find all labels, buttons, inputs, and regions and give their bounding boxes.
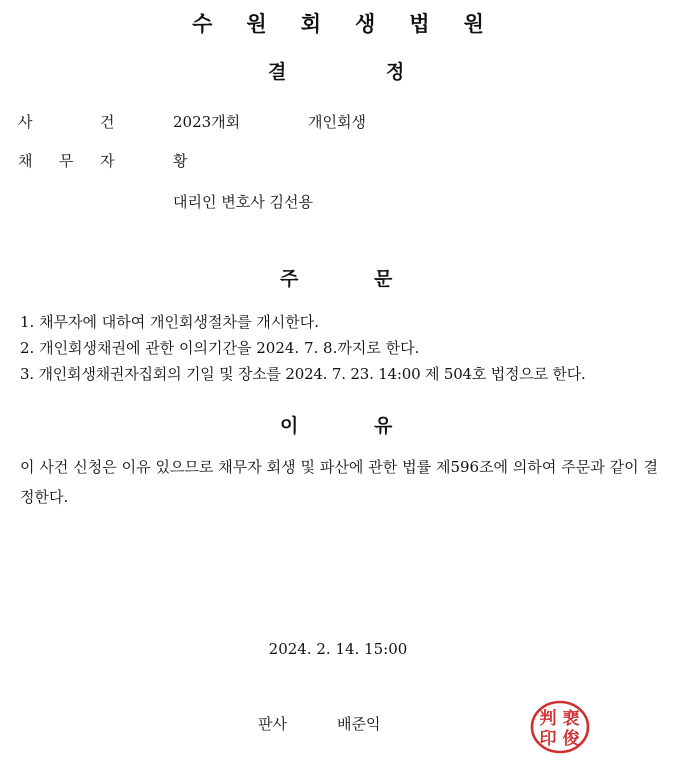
court-name-char: 회 xyxy=(300,12,321,36)
court-name-char: 원 xyxy=(463,12,484,36)
case-label-char: 사 xyxy=(18,113,33,131)
judge-name: 배준익 xyxy=(337,715,381,733)
reason-text: 이 사건 신청은 이유 있으므로 채무자 회생 및 파산에 관한 법률 제596조에 의하여 주문과 같이 결정한다. xyxy=(20,458,658,506)
court-name-char: 생 xyxy=(355,12,376,36)
seal-char: 俊 xyxy=(562,729,580,749)
seal-char: 裵 xyxy=(562,709,580,729)
court-name-char: 법 xyxy=(409,12,430,36)
seal-char: 印 xyxy=(539,729,557,749)
case-type: 개인회생 xyxy=(308,113,366,131)
court-name xyxy=(0,8,676,38)
judge-seal xyxy=(530,700,590,754)
order-item: 1. 채무자에 대하여 개인회생절차를 개시한다. xyxy=(20,313,319,331)
reason-heading-char-2: 유 xyxy=(374,415,393,437)
decision-date: 2024. 2. 14. 15:00 xyxy=(268,640,408,658)
debtor-name: 황 xyxy=(173,152,188,170)
order-heading-char-2: 문 xyxy=(374,268,393,290)
decision-heading-char-1: 결 xyxy=(268,61,287,83)
debtor-agent: 대리인 변호사 김선용 xyxy=(173,193,313,211)
order-item: 2. 개인회생채권에 관한 이의기간을 2024. 7. 8.까지로 한다. xyxy=(20,339,420,357)
debtor-label-char: 채 xyxy=(18,152,33,170)
order-item: 3. 개인회생채권자집회의 기일 및 장소를 2024. 7. 23. 14:00 제 504호 법정으로 한다. xyxy=(20,365,586,383)
case-label-char: 건 xyxy=(100,113,115,131)
order-heading-char-1: 주 xyxy=(280,268,299,290)
judge-title: 판사 xyxy=(258,715,287,733)
reason-heading-char-1: 이 xyxy=(280,415,299,437)
court-name-char: 수 xyxy=(192,12,213,36)
debtor-label-char: 무 xyxy=(59,152,74,170)
debtor-label-char: 자 xyxy=(100,152,115,170)
court-name-char: 원 xyxy=(246,12,267,36)
seal-char: 判 xyxy=(539,709,557,729)
case-number: 2023개회 xyxy=(173,113,241,131)
decision-heading-char-2: 정 xyxy=(386,61,405,83)
